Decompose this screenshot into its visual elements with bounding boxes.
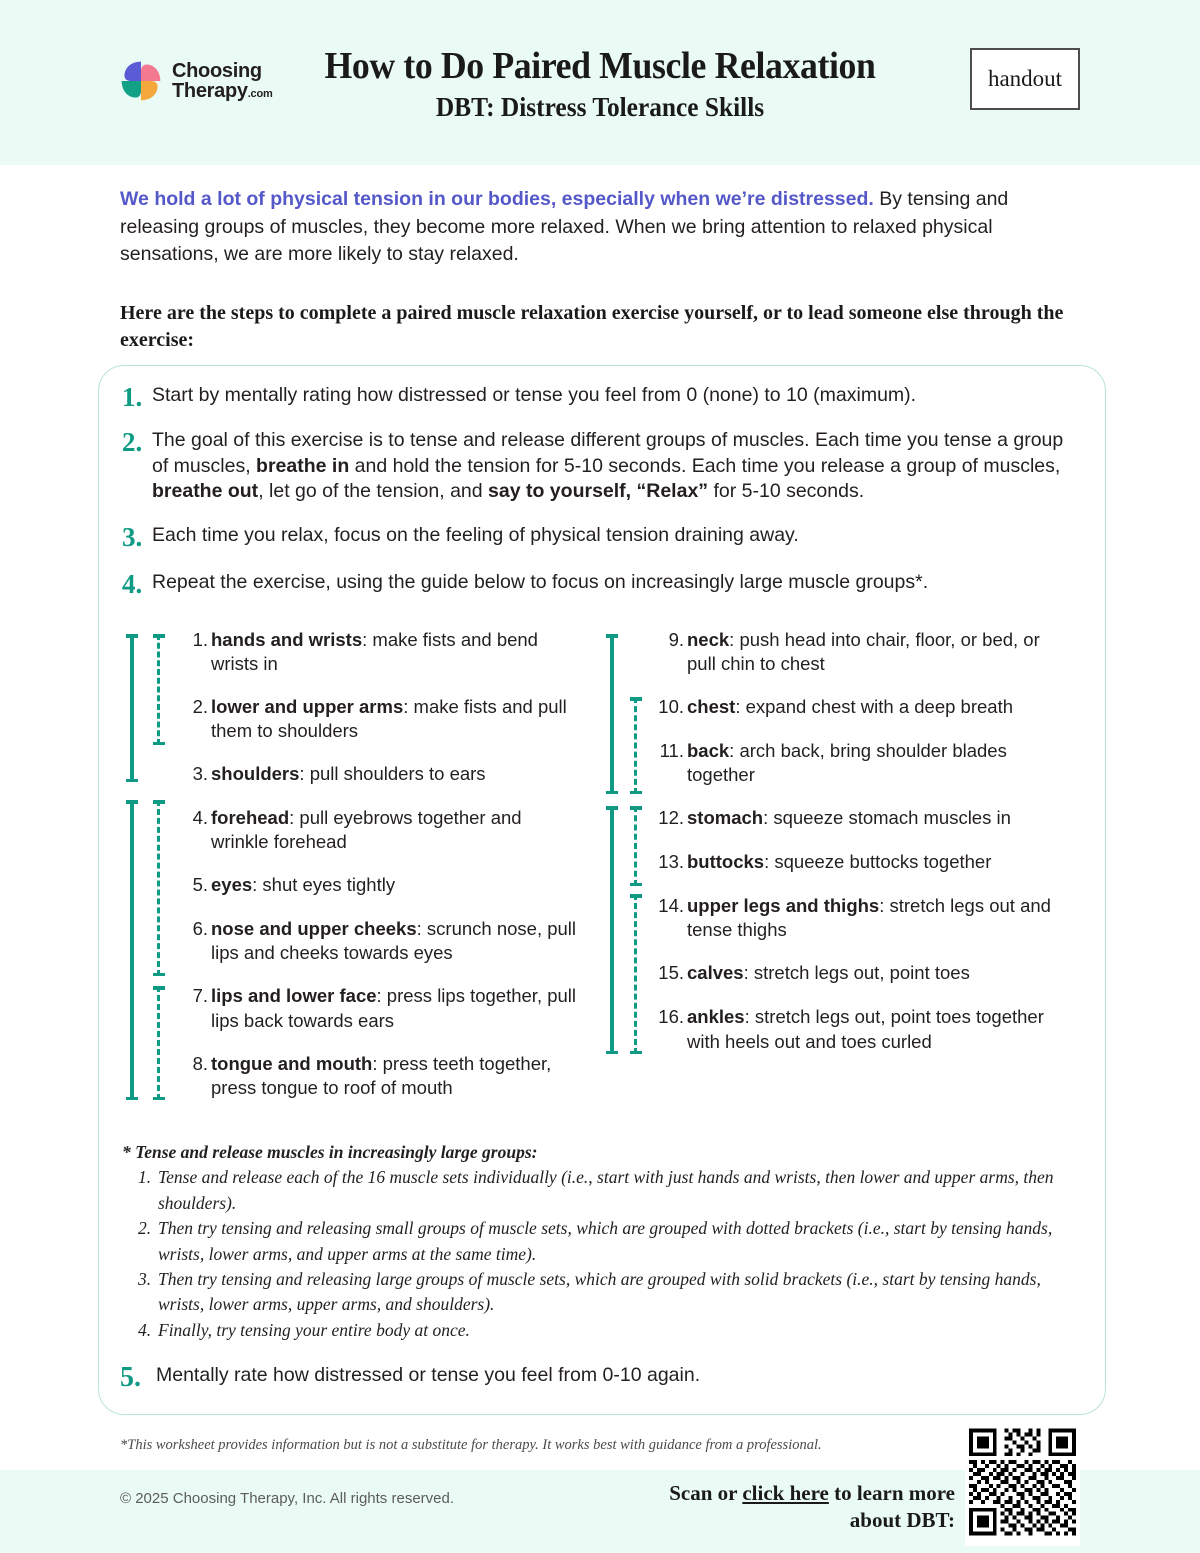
muscle-item [652, 961, 1072, 985]
scan-cta-line2: about DBT: [849, 1508, 955, 1533]
muscle-item [186, 806, 578, 854]
muscle-item-text: shoulders: pull shoulders to ears [211, 763, 486, 785]
handout-badge-label: handout [987, 66, 1063, 91]
step-number-4: 4. [122, 569, 143, 599]
step-text-1: Start by mentally rating how distressed or tense you feel from 0 (none) to 10 (maximum). [152, 384, 917, 406]
muscle-item-text: buttocks: squeeze buttocks together [687, 851, 992, 873]
step-number-2: 2. [122, 427, 143, 457]
muscle-item-number: 10. [658, 696, 684, 718]
muscle-group-list-right [652, 628, 1072, 1054]
muscle-item [652, 850, 1072, 874]
muscle-item-number: 7. [192, 985, 208, 1007]
muscle-item [652, 806, 1072, 830]
muscle-item-number: 14. [658, 895, 684, 917]
muscle-item [652, 695, 1072, 719]
step-item-4 [122, 570, 1062, 598]
muscle-item-text: lips and lower face: press lips together, pull lips back towards ears [211, 985, 577, 1031]
muscle-item [652, 894, 1072, 942]
muscle-group-list-left [186, 628, 578, 1100]
muscle-item-number: 5. [192, 874, 208, 896]
step-text-4: Repeat the exercise, using the guide below to focus on increasingly large muscle groups*. [152, 571, 929, 593]
muscle-item [186, 917, 578, 965]
muscle-item-number: 8. [192, 1052, 208, 1074]
page-subtitle: DBT: Distress Tolerance Skills [435, 92, 765, 123]
muscle-item-number: 15. [658, 962, 684, 984]
muscle-item-text: calves: stretch legs out, point toes [687, 962, 970, 984]
footnote-heading: * Tense and release muscles in increasingly large groups: [122, 1142, 538, 1162]
muscle-item-text: neck: push head into chair, floor, or bed, or pull chin to chest [687, 629, 1040, 675]
muscle-item-text: stomach: squeeze stomach muscles in [687, 807, 1011, 829]
muscle-item-number: 12. [658, 807, 684, 829]
footnote-list-item: Then try tensing and releasing small groups of muscle sets, which are grouped with dotted brackets (i.e., start by tensing hands, wrists, lower arms, and upper arms at the same time). [158, 1218, 1053, 1264]
muscle-item-text: hands and wrists: make fists and bend wrists in [211, 629, 538, 675]
footnote-list [122, 1165, 1072, 1343]
step-text-3: Each time you relax, focus on the feeling of physical tension draining away. [152, 524, 799, 546]
muscle-item-text: nose and upper cheeks: scrunch nose, pull lips and cheeks towards eyes [211, 918, 577, 964]
muscle-item-text: back: arch back, bring shoulder blades together [687, 740, 1007, 786]
muscle-item [186, 873, 578, 897]
muscle-item-number: 11. [659, 740, 684, 762]
step-number-3: 3. [122, 522, 143, 552]
step2-bold-breathe-out: breathe out [152, 480, 259, 503]
muscle-item-text: forehead: pull eyebrows together and wrinkle forehead [211, 807, 522, 853]
intro-lead-sentence: We hold a lot of physical tension in our bodies, especially when we’re distressed. [120, 188, 874, 210]
footnote-list-item: Tense and release each of the 16 muscle sets individually (i.e., start with just hands and wrists, then lower and upper arms, then shoulders). [158, 1167, 1054, 1213]
muscle-item-number: 6. [192, 918, 208, 940]
muscle-item [186, 762, 578, 786]
muscle-item-number: 3. [192, 763, 208, 785]
muscle-item [186, 984, 578, 1032]
step-item-3 [122, 523, 1062, 551]
muscle-item-number: 1. [192, 629, 208, 650]
muscle-item [652, 628, 1072, 676]
copyright-text: © 2025 Choosing Therapy, Inc. All rights reserved. [120, 1490, 455, 1507]
muscle-item-number: 4. [192, 807, 208, 829]
muscle-item-number: 2. [192, 696, 208, 718]
page-title: How to Do Paired Muscle Relaxation [324, 45, 876, 87]
intro-rest-text: By tensing and releasing groups of muscles, they become more relaxed. When we bring attention to relaxed physical sensations, we are more likely to stay relaxed. [120, 188, 1009, 266]
step-item-1 [122, 383, 1062, 411]
step2-bold-breathe-in: breathe in [256, 454, 350, 477]
qr-code[interactable] [965, 1418, 1080, 1546]
step-item-5 [120, 1363, 1060, 1392]
step-text-2: The goal of this exercise is to tense and release different groups of muscles. Each time you tense a group of muscles, breathe in and hold the tension for 5-10 seconds. Each time you release a group of muscles, breathe out, let go of the tension, and say to yourself, “Relax” for 5-10 seconds. [152, 429, 1064, 503]
page-header [0, 0, 1200, 165]
footnote-list-item: Finally, try tensing your entire body at once. [158, 1319, 470, 1340]
footnote-block [122, 1140, 1072, 1343]
muscle-item [652, 1005, 1072, 1053]
muscle-item-number: 16. [658, 1006, 684, 1028]
click-here-link[interactable]: click here [742, 1481, 829, 1505]
muscle-item-text: upper legs and thighs: stretch legs out and tense thighs [687, 895, 1051, 941]
muscle-item [186, 628, 578, 676]
muscle-item-text: eyes: shut eyes tightly [211, 874, 396, 896]
steps-lead-in: Here are the steps to complete a paired muscle relaxation exercise yourself, or to lead someone else through the exercise: [120, 302, 1064, 351]
disclaimer-text: *This worksheet provides information but is not a substitute for therapy. It works best with guidance from a professional. [120, 1437, 822, 1453]
step-number-5: 5. [120, 1362, 141, 1393]
muscle-item-text: ankles: stretch legs out, point toes together with heels out and toes curled [687, 1006, 1044, 1052]
intro-paragraph [120, 186, 1082, 269]
handout-badge [970, 48, 1080, 110]
muscle-item [652, 739, 1072, 787]
step-number-1: 1. [122, 382, 143, 412]
brand-line-2: Therapy.com [172, 80, 273, 102]
step2-bold-say-relax: say to yourself, “Relax” [488, 480, 709, 503]
muscle-item-text: tongue and mouth: press teeth together, press tongue to roof of mouth [211, 1052, 552, 1098]
step-text-5: Mentally rate how distressed or tense you feel from 0-10 again. [156, 1364, 701, 1386]
brand-line-1: Choosing [172, 60, 262, 82]
muscle-item [186, 695, 578, 743]
brand-dotcom: .com [247, 88, 273, 100]
footnote-list-item: Then try tensing and releasing large groups of muscle sets, which are grouped with solid brackets (i.e., start by tensing hands, wrists, lower arms, upper arms, and shoulders). [158, 1268, 1041, 1315]
muscle-item-text: chest: expand chest with a deep breath [687, 696, 1014, 718]
muscle-item [186, 1052, 578, 1100]
scan-cta [625, 1480, 955, 1535]
scan-cta-post: to learn more [828, 1481, 955, 1505]
step-item-2 [122, 428, 1080, 505]
muscle-item-number: 9. [668, 629, 684, 650]
muscle-item-number: 13. [658, 851, 684, 873]
muscle-item-text: lower and upper arms: make fists and pull them to shoulders [211, 696, 567, 742]
scan-cta-pre: Scan or [669, 1481, 743, 1505]
